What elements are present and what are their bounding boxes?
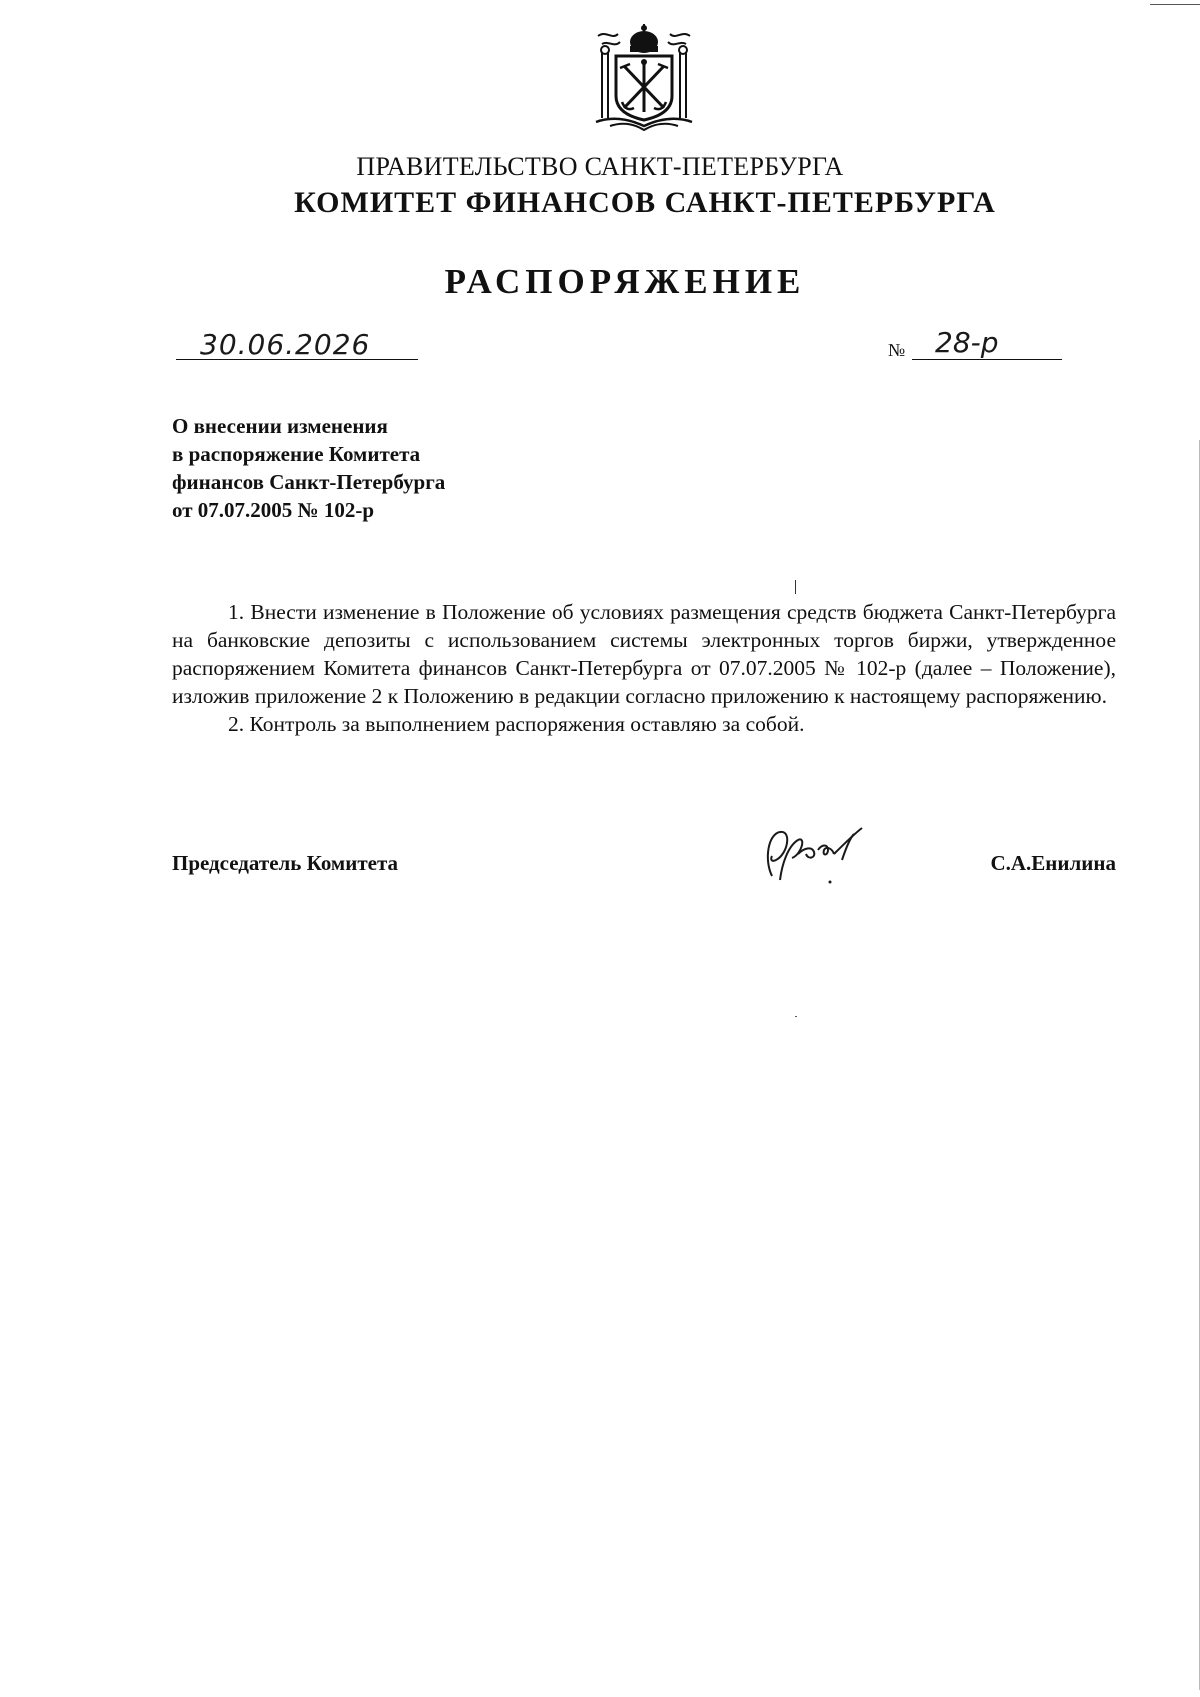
signer-role: Председатель Комитета [172,851,399,875]
handwritten-signature-icon [758,820,878,892]
subject-line: от 07.07.2005 № 102-р [172,498,375,522]
body-paragraph-2: 2. Контроль за выполнением распоряжения оставляю за собой. [228,712,805,736]
scan-artifact [795,580,796,594]
committee-title: КОМИТЕТ ФИНАНСОВ САНКТ-ПЕТЕРБУРГА [294,186,996,219]
scan-artifact [795,1016,797,1017]
document-type-title: РАСПОРЯЖЕНИЕ [444,262,806,301]
document-number: 28-р [935,326,999,359]
coat-of-arms-icon [588,22,700,132]
number-underline [912,359,1062,360]
date-underline [176,359,418,360]
document-subject [172,412,445,524]
government-title: ПРАВИТЕЛЬСТВО САНКТ-ПЕТЕРБУРГА [356,152,844,181]
scan-edge-top [1150,4,1200,5]
signer-name: С.А.Енилина [990,851,1116,875]
body-paragraph-1: 1. Внести изменение в Положение об условиях размещения средств бюджета Санкт-Петербурга на банковские депозиты с использованием системы электронных торгов биржи, утвержденное распоряжением Комитета финансов Санкт-Петербурга от 07.07.2005 № 102-р (далее – Положение), изложив приложение 2 к Положению в редакции согласно приложению к настоящему распоряжению. [172,600,1116,708]
document-body [172,598,1116,738]
subject-line: финансов Санкт-Петербурга [172,470,446,494]
number-label: № [888,340,906,360]
subject-line: О внесении изменения [172,414,388,438]
document-date: 30.06.2026 [200,328,371,361]
subject-line: в распоряжение Комитета [172,442,421,466]
